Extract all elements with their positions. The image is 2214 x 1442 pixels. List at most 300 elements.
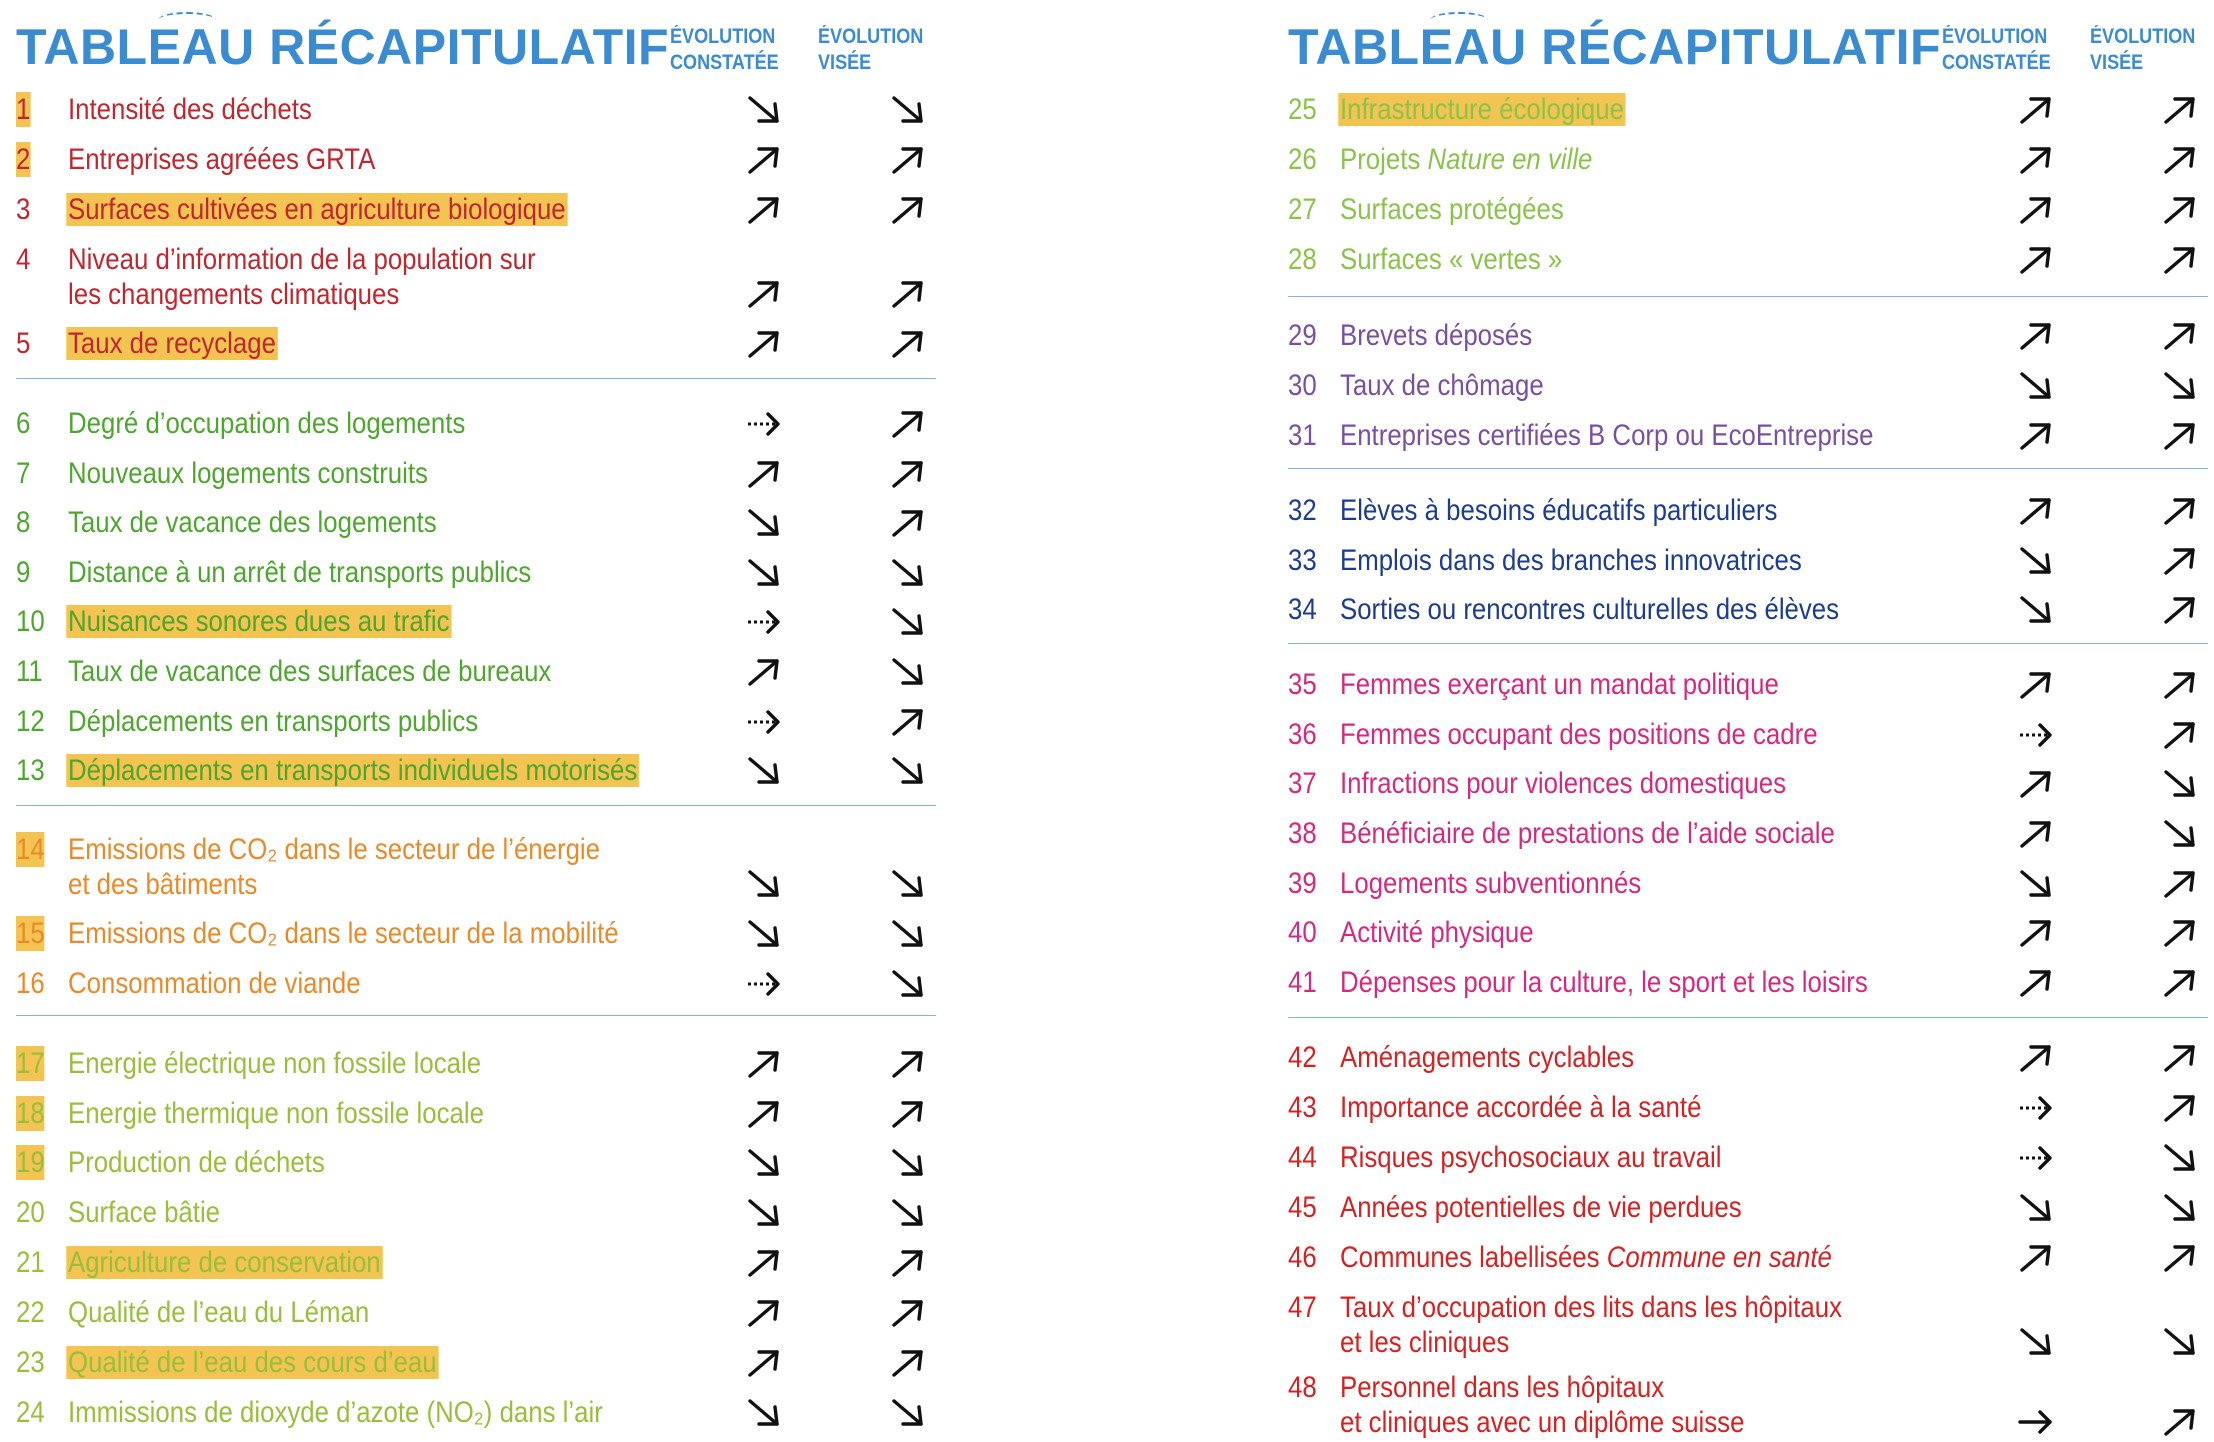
section-divider — [16, 378, 936, 379]
indicator-number: 19 — [16, 1146, 45, 1179]
indicator-label — [1340, 766, 1786, 801]
arrow-shaft — [2166, 1330, 2193, 1353]
indicator-label — [68, 242, 536, 312]
indicator-label — [68, 505, 437, 540]
indicator-label-italic: Commune en santé — [1606, 1241, 1832, 1274]
header-evolution-visee — [818, 24, 923, 76]
arrow-shaft — [2166, 425, 2193, 448]
arrow-down-right-icon — [744, 753, 784, 789]
indicator-label-text: Consommation de viande — [68, 967, 361, 1000]
indicator-row — [1272, 1370, 2214, 1440]
indicator-number: 46 — [1288, 1241, 1317, 1274]
arrow-shaft — [2022, 872, 2049, 895]
indicator-label-text: Brevets déposés — [1340, 319, 1533, 352]
arrow-up-right-icon — [744, 1295, 784, 1331]
header-line: VISÉE — [818, 51, 872, 74]
arrow-shaft — [2166, 1247, 2193, 1270]
arrow-up-right-icon — [888, 276, 928, 312]
indicator-number: 14 — [16, 833, 45, 866]
arrow-shaft — [894, 463, 921, 486]
indicator-label-text: Déplacements en transports individuels motorisés — [68, 754, 638, 787]
arrow-up-right-icon — [888, 456, 928, 492]
indicator-number: 41 — [1288, 966, 1317, 999]
indicator-label — [1340, 667, 1779, 702]
arrow-shaft — [750, 759, 777, 782]
arrow-shaft — [894, 711, 921, 734]
arrow-down-right-icon — [888, 555, 928, 591]
arrow-down-right-icon — [888, 654, 928, 690]
arrow-up-right-icon — [744, 654, 784, 690]
arrow-shaft — [2022, 425, 2049, 448]
indicator-row — [0, 604, 1000, 639]
indicator-number: 9 — [16, 556, 31, 589]
arrow-shaft — [894, 1103, 921, 1126]
indicator-label-text: Degré d’occupation des logements — [68, 407, 466, 440]
arrow-shaft — [2166, 772, 2193, 795]
indicator-label — [68, 1345, 438, 1380]
arrow-shaft — [750, 1151, 777, 1174]
arrow-up-right-icon — [2160, 717, 2200, 753]
arrow-shaft — [2022, 1196, 2049, 1219]
arrow-up-right-icon — [2016, 915, 2056, 951]
indicator-label-text: Projets — [1340, 143, 1428, 176]
arrow-shaft — [2166, 922, 2193, 945]
indicator-number: 13 — [16, 754, 45, 787]
indicator-label — [68, 1096, 484, 1131]
indicator-label — [68, 142, 375, 177]
indicator-row — [1272, 142, 2214, 177]
indicator-row — [0, 1046, 1000, 1081]
arrow-up-right-icon — [2016, 493, 2056, 529]
arrow-down-right-icon — [2160, 766, 2200, 802]
indicator-number: 21 — [16, 1246, 45, 1279]
indicator-row — [1272, 766, 2214, 801]
arrow-down-right-icon — [2016, 592, 2056, 628]
arrow-up-right-icon — [744, 1046, 784, 1082]
indicator-number: 23 — [16, 1346, 45, 1379]
arrow-up-right-icon — [744, 1096, 784, 1132]
section-divider — [1288, 643, 2208, 644]
arrow-down-right-icon — [744, 1195, 784, 1231]
indicator-label — [1340, 1190, 1742, 1225]
indicator-number: 34 — [1288, 593, 1317, 626]
arrow-shaft — [750, 1302, 777, 1325]
indicator-label-text: Niveau d’information de la population sur — [68, 243, 536, 276]
arrow-shaft — [2022, 674, 2049, 697]
indicator-label-text: Energie électrique non fossile locale — [68, 1047, 482, 1080]
indicator-number: 42 — [1288, 1041, 1317, 1074]
arrow-down-right-icon — [888, 916, 928, 952]
indicator-row — [1272, 1040, 2214, 1075]
arrow-shaft — [750, 463, 777, 486]
arrow-shaft — [2022, 374, 2049, 397]
indicator-label — [1340, 1370, 1744, 1440]
indicator-number: 33 — [1288, 544, 1317, 577]
indicator-label-text: Surfaces cultivées en agriculture biologique — [68, 193, 566, 226]
arrow-shaft — [2166, 1047, 2193, 1070]
arrow-shaft — [894, 149, 921, 172]
arrow-shaft — [2022, 972, 2049, 995]
indicator-row — [0, 832, 1000, 902]
indicator-label — [1340, 318, 1532, 353]
indicator-number: 11 — [16, 655, 43, 688]
indicator-row — [0, 92, 1000, 127]
arrow-shaft — [750, 1401, 777, 1424]
header-line: VISÉE — [2090, 51, 2144, 74]
indicator-label — [68, 654, 551, 689]
indicator-number: 16 — [16, 967, 45, 1000]
indicator-row — [0, 1395, 1000, 1430]
indicator-number: 35 — [1288, 668, 1317, 701]
indicator-number: 10 — [16, 605, 45, 638]
indicator-label-text: Immissions de dioxyde d’azote (NO₂) dans l’air — [68, 1396, 603, 1429]
indicator-label-text: Intensité des déchets — [68, 93, 312, 126]
section-divider — [1288, 296, 2208, 297]
arrow-up-right-icon — [888, 704, 928, 740]
header-line: ÉVOLUTION — [1942, 25, 2048, 48]
indicator-row — [0, 753, 1000, 788]
indicator-label-text: Nouveaux logements construits — [68, 457, 428, 490]
arrow-shaft — [894, 1401, 921, 1424]
arrow-shaft — [2166, 1146, 2193, 1169]
indicator-number: 24 — [16, 1396, 45, 1429]
indicator-label — [68, 604, 451, 639]
indicator-number: 43 — [1288, 1091, 1317, 1124]
indicator-number: 18 — [16, 1097, 45, 1130]
indicator-row — [0, 704, 1000, 739]
arrow-up-right-icon — [2016, 242, 2056, 278]
arrow-up-right-icon — [744, 1345, 784, 1381]
indicator-label — [1340, 418, 1873, 453]
indicator-label-text: Femmes exerçant un mandat politique — [1340, 668, 1779, 701]
arrow-up-right-icon — [2160, 915, 2200, 951]
indicator-label — [1340, 493, 1777, 528]
arrow-up-right-icon — [2160, 543, 2200, 579]
indicator-label — [1340, 142, 1592, 177]
indicator-label-text: Entreprises agréées GRTA — [68, 143, 376, 176]
indicator-label-text: Années potentielles de vie perdues — [1340, 1191, 1742, 1224]
indicator-label-text: Infractions pour violences domestiques — [1340, 767, 1787, 800]
arrow-shaft — [750, 1053, 777, 1076]
indicator-label-text: Surface bâtie — [68, 1196, 221, 1229]
indicator-label — [68, 1145, 325, 1180]
indicator-number: 32 — [1288, 494, 1317, 527]
arrow-up-right-icon — [2016, 142, 2056, 178]
indicator-number: 25 — [1288, 93, 1317, 126]
indicator-row — [1272, 543, 2214, 578]
indicator-number: 17 — [16, 1047, 45, 1080]
arrow-down-right-icon — [2016, 1324, 2056, 1360]
indicator-label — [68, 1195, 220, 1230]
arrow-down-right-icon — [744, 555, 784, 591]
indicator-label — [1340, 242, 1562, 277]
indicator-label-italic: Nature en ville — [1427, 143, 1593, 176]
arrow-up-right-icon — [2016, 92, 2056, 128]
indicator-label — [1340, 816, 1835, 851]
indicator-label-text: Bénéficiaire de prestations de l’aide sociale — [1340, 817, 1835, 850]
arrow-up-right-icon — [2160, 242, 2200, 278]
arrow-shaft — [2166, 972, 2193, 995]
indicator-label — [1340, 1140, 1721, 1175]
indicator-label-text: Taux de vacance des logements — [68, 506, 437, 539]
arrow-up-right-icon — [888, 142, 928, 178]
indicator-row — [0, 142, 1000, 177]
left-column — [0, 0, 1000, 1442]
indicator-row — [0, 505, 1000, 540]
indicator-row — [0, 555, 1000, 590]
indicator-row — [0, 1245, 1000, 1280]
arrow-right-icon — [2016, 1404, 2056, 1440]
indicator-label — [68, 832, 600, 902]
arrow-shaft — [894, 1053, 921, 1076]
indicator-label — [1340, 543, 1802, 578]
indicator-label-text: Agriculture de conservation — [68, 1246, 381, 1279]
arrow-up-right-icon — [2160, 92, 2200, 128]
title-part: RÉCAPIT — [254, 19, 493, 75]
indicator-label-text: Entreprises certifiées B Corp ou EcoEntreprise — [1340, 419, 1874, 452]
arrow-up-right-icon — [2160, 493, 2200, 529]
indicator-label-text: Taux de vacance des surfaces de bureaux — [68, 655, 552, 688]
arrow-up-right-icon — [744, 276, 784, 312]
arrow-down-right-icon — [2160, 1190, 2200, 1226]
arrow-shaft — [894, 1302, 921, 1325]
arrow-shaft — [2166, 149, 2193, 172]
indicator-number: 37 — [1288, 767, 1317, 800]
arrow-up-right-icon — [2016, 1240, 2056, 1276]
arrow-shaft — [2166, 724, 2193, 747]
arrow-down-right-icon — [744, 505, 784, 541]
indicator-number: 28 — [1288, 243, 1317, 276]
indicator-number: 8 — [16, 506, 31, 539]
indicator-row — [1272, 242, 2214, 277]
indicator-row — [0, 916, 1000, 951]
arrow-shaft — [750, 333, 777, 356]
arrow-up-right-icon — [2160, 667, 2200, 703]
arrow-shaft — [2166, 822, 2193, 845]
indicator-label — [68, 1395, 603, 1430]
indicator-row — [1272, 915, 2214, 950]
arrow-up-right-icon — [888, 1046, 928, 1082]
arrow-down-right-icon — [744, 866, 784, 902]
arrow-up-right-icon — [2160, 142, 2200, 178]
dotted-arrow-right-icon — [744, 406, 784, 442]
indicator-label — [68, 1295, 369, 1330]
indicator-label — [68, 456, 428, 491]
arrow-shaft — [2022, 549, 2049, 572]
arrow-shaft — [2166, 249, 2193, 272]
arrow-shaft — [894, 199, 921, 222]
indicator-row — [0, 326, 1000, 361]
indicator-label-line2: et cliniques avec un diplôme suisse — [1340, 1406, 1745, 1439]
indicator-label-text: Sorties ou rencontres culturelles des élèves — [1340, 593, 1840, 626]
indicator-label-text: Emissions de CO₂ dans le secteur de l’énergie — [68, 833, 601, 866]
indicator-row — [1272, 1190, 2214, 1225]
indicator-label — [1340, 866, 1641, 901]
header-line: CONSTATÉE — [1942, 51, 2051, 74]
arrow-shaft — [750, 199, 777, 222]
arrow-shaft — [2022, 500, 2049, 523]
header-line: CONSTATÉE — [670, 51, 779, 74]
indicator-label — [68, 406, 465, 441]
arrow-shaft — [750, 1352, 777, 1375]
indicator-number: 48 — [1288, 1371, 1317, 1404]
arrow-shaft — [2166, 1097, 2193, 1120]
arrow-down-right-icon — [888, 753, 928, 789]
arrow-up-right-icon — [888, 505, 928, 541]
arrow-down-right-icon — [888, 966, 928, 1002]
indicator-row — [1272, 717, 2214, 752]
arrow-up-right-icon — [888, 326, 928, 362]
arrow-up-right-icon — [2016, 192, 2056, 228]
arrow-shaft — [2022, 922, 2049, 945]
indicator-row — [1272, 1290, 2214, 1360]
arrow-shaft — [750, 661, 777, 684]
arrow-down-right-icon — [744, 92, 784, 128]
dotted-arrow-right-icon — [744, 704, 784, 740]
header-evolution-constatee — [670, 24, 779, 76]
arrow-shaft — [2166, 1411, 2193, 1434]
indicator-label-text: Logements subventionnés — [1340, 867, 1642, 900]
indicator-row — [0, 966, 1000, 1001]
arrow-shaft — [894, 1201, 921, 1224]
indicator-number: 7 — [16, 457, 31, 490]
indicator-label-text: Emplois dans des branches innovatrices — [1340, 544, 1802, 577]
arrow-up-right-icon — [2016, 816, 2056, 852]
indicator-number: 39 — [1288, 867, 1317, 900]
indicator-number: 2 — [16, 143, 31, 176]
title-part: TABLEA — [1288, 19, 1491, 75]
arrow-shaft — [894, 610, 921, 633]
arrow-shaft — [2166, 599, 2193, 622]
arrow-shaft — [750, 511, 777, 534]
indicator-label-line2: et les cliniques — [1340, 1326, 1510, 1359]
indicator-label — [68, 1245, 382, 1280]
arrow-up-right-icon — [2160, 318, 2200, 354]
indicator-row — [1272, 1140, 2214, 1175]
dotted-arrow-right-icon — [744, 966, 784, 1002]
arrow-shaft — [2022, 325, 2049, 348]
indicator-label — [1340, 592, 1839, 627]
indicator-row — [1272, 1090, 2214, 1125]
title-u-letter: U — [1490, 19, 1527, 75]
arrow-shaft — [750, 149, 777, 172]
indicator-label-text: Surfaces « vertes » — [1340, 243, 1563, 276]
arrow-down-right-icon — [2160, 1140, 2200, 1176]
arrow-up-right-icon — [888, 192, 928, 228]
indicator-label — [1340, 1240, 1832, 1275]
indicator-label-text: Surfaces protégées — [1340, 193, 1564, 226]
arrow-shaft — [750, 872, 777, 895]
arrow-up-right-icon — [2160, 866, 2200, 902]
indicator-label-text: Infrastructure écologique — [1340, 93, 1624, 126]
indicator-number: 27 — [1288, 193, 1317, 226]
indicator-label-text: Qualité de l’eau des cours d’eau — [68, 1346, 437, 1379]
indicator-row — [1272, 418, 2214, 453]
indicator-number: 36 — [1288, 718, 1317, 751]
indicator-label-text: Personnel dans les hôpitaux — [1340, 1371, 1665, 1404]
indicator-label-text: Importance accordée à la santé — [1340, 1091, 1702, 1124]
arrow-up-right-icon — [888, 1345, 928, 1381]
indicator-row — [0, 192, 1000, 227]
indicator-number: 44 — [1288, 1141, 1317, 1174]
arrow-down-right-icon — [2016, 1190, 2056, 1226]
arrow-down-right-icon — [744, 1145, 784, 1181]
indicator-number: 29 — [1288, 319, 1317, 352]
indicator-row — [0, 1345, 1000, 1380]
indicator-row — [0, 1145, 1000, 1180]
indicator-row — [1272, 192, 2214, 227]
arrow-shaft — [2022, 99, 2049, 122]
arrow-shaft — [894, 512, 921, 535]
arrow-shaft — [894, 561, 921, 584]
indicator-number: 40 — [1288, 916, 1317, 949]
arrow-up-right-icon — [744, 142, 784, 178]
indicator-number: 45 — [1288, 1191, 1317, 1224]
arrow-up-right-icon — [2016, 1040, 2056, 1076]
section-divider — [1288, 1017, 2208, 1018]
arrow-up-right-icon — [744, 456, 784, 492]
arrow-up-right-icon — [888, 1096, 928, 1132]
header-line: ÉVOLUTION — [818, 25, 924, 48]
arrow-down-right-icon — [2160, 816, 2200, 852]
arrow-up-right-icon — [2160, 965, 2200, 1001]
arrow-shaft — [2022, 598, 2049, 621]
indicator-label-text: Aménagements cyclables — [1340, 1041, 1634, 1074]
arrow-down-right-icon — [2016, 543, 2056, 579]
indicator-label-text: Distance à un arrêt de transports publics — [68, 556, 532, 589]
arrow-shaft — [2022, 773, 2049, 796]
indicator-label — [68, 192, 567, 227]
arrow-down-right-icon — [2160, 368, 2200, 404]
arrow-shaft — [894, 98, 921, 121]
title-part: TABLEA — [16, 19, 219, 75]
arrow-up-right-icon — [744, 326, 784, 362]
arrow-up-right-icon — [888, 406, 928, 442]
indicator-label — [68, 704, 478, 739]
indicator-label — [1340, 1290, 1842, 1360]
dotted-arrow-right-icon — [2016, 1140, 2056, 1176]
page-title — [16, 18, 669, 76]
indicator-label — [68, 326, 278, 361]
indicator-label — [1340, 717, 1818, 752]
right-column — [1272, 0, 2214, 1442]
indicator-label-text: Taux de recyclage — [68, 327, 276, 360]
section-divider — [1288, 468, 2208, 469]
indicator-number: 4 — [16, 243, 31, 276]
arrow-down-right-icon — [888, 1395, 928, 1431]
indicator-row — [1272, 667, 2214, 702]
indicator-label-text: Déplacements en transports publics — [68, 705, 479, 738]
arrow-shaft — [2166, 550, 2193, 573]
title-u-letter: U — [218, 19, 255, 75]
arrow-up-right-icon — [2016, 318, 2056, 354]
indicator-number: 1 — [16, 93, 31, 126]
arrow-shaft — [750, 1201, 777, 1224]
indicator-row — [1272, 592, 2214, 627]
indicator-number: 47 — [1288, 1291, 1317, 1324]
indicator-label — [1340, 368, 1544, 403]
arrow-shaft — [2022, 1247, 2049, 1270]
arrow-down-right-icon — [2016, 866, 2056, 902]
title-part: RÉCAPIT — [1526, 19, 1765, 75]
indicator-label — [1340, 92, 1626, 127]
arrow-up-right-icon — [744, 1245, 784, 1281]
arrow-shaft — [2022, 823, 2049, 846]
indicator-number: 20 — [16, 1196, 45, 1229]
indicator-number: 3 — [16, 193, 31, 226]
indicator-label-text: Risques psychosociaux au travail — [1340, 1141, 1722, 1174]
indicator-label — [68, 916, 619, 951]
